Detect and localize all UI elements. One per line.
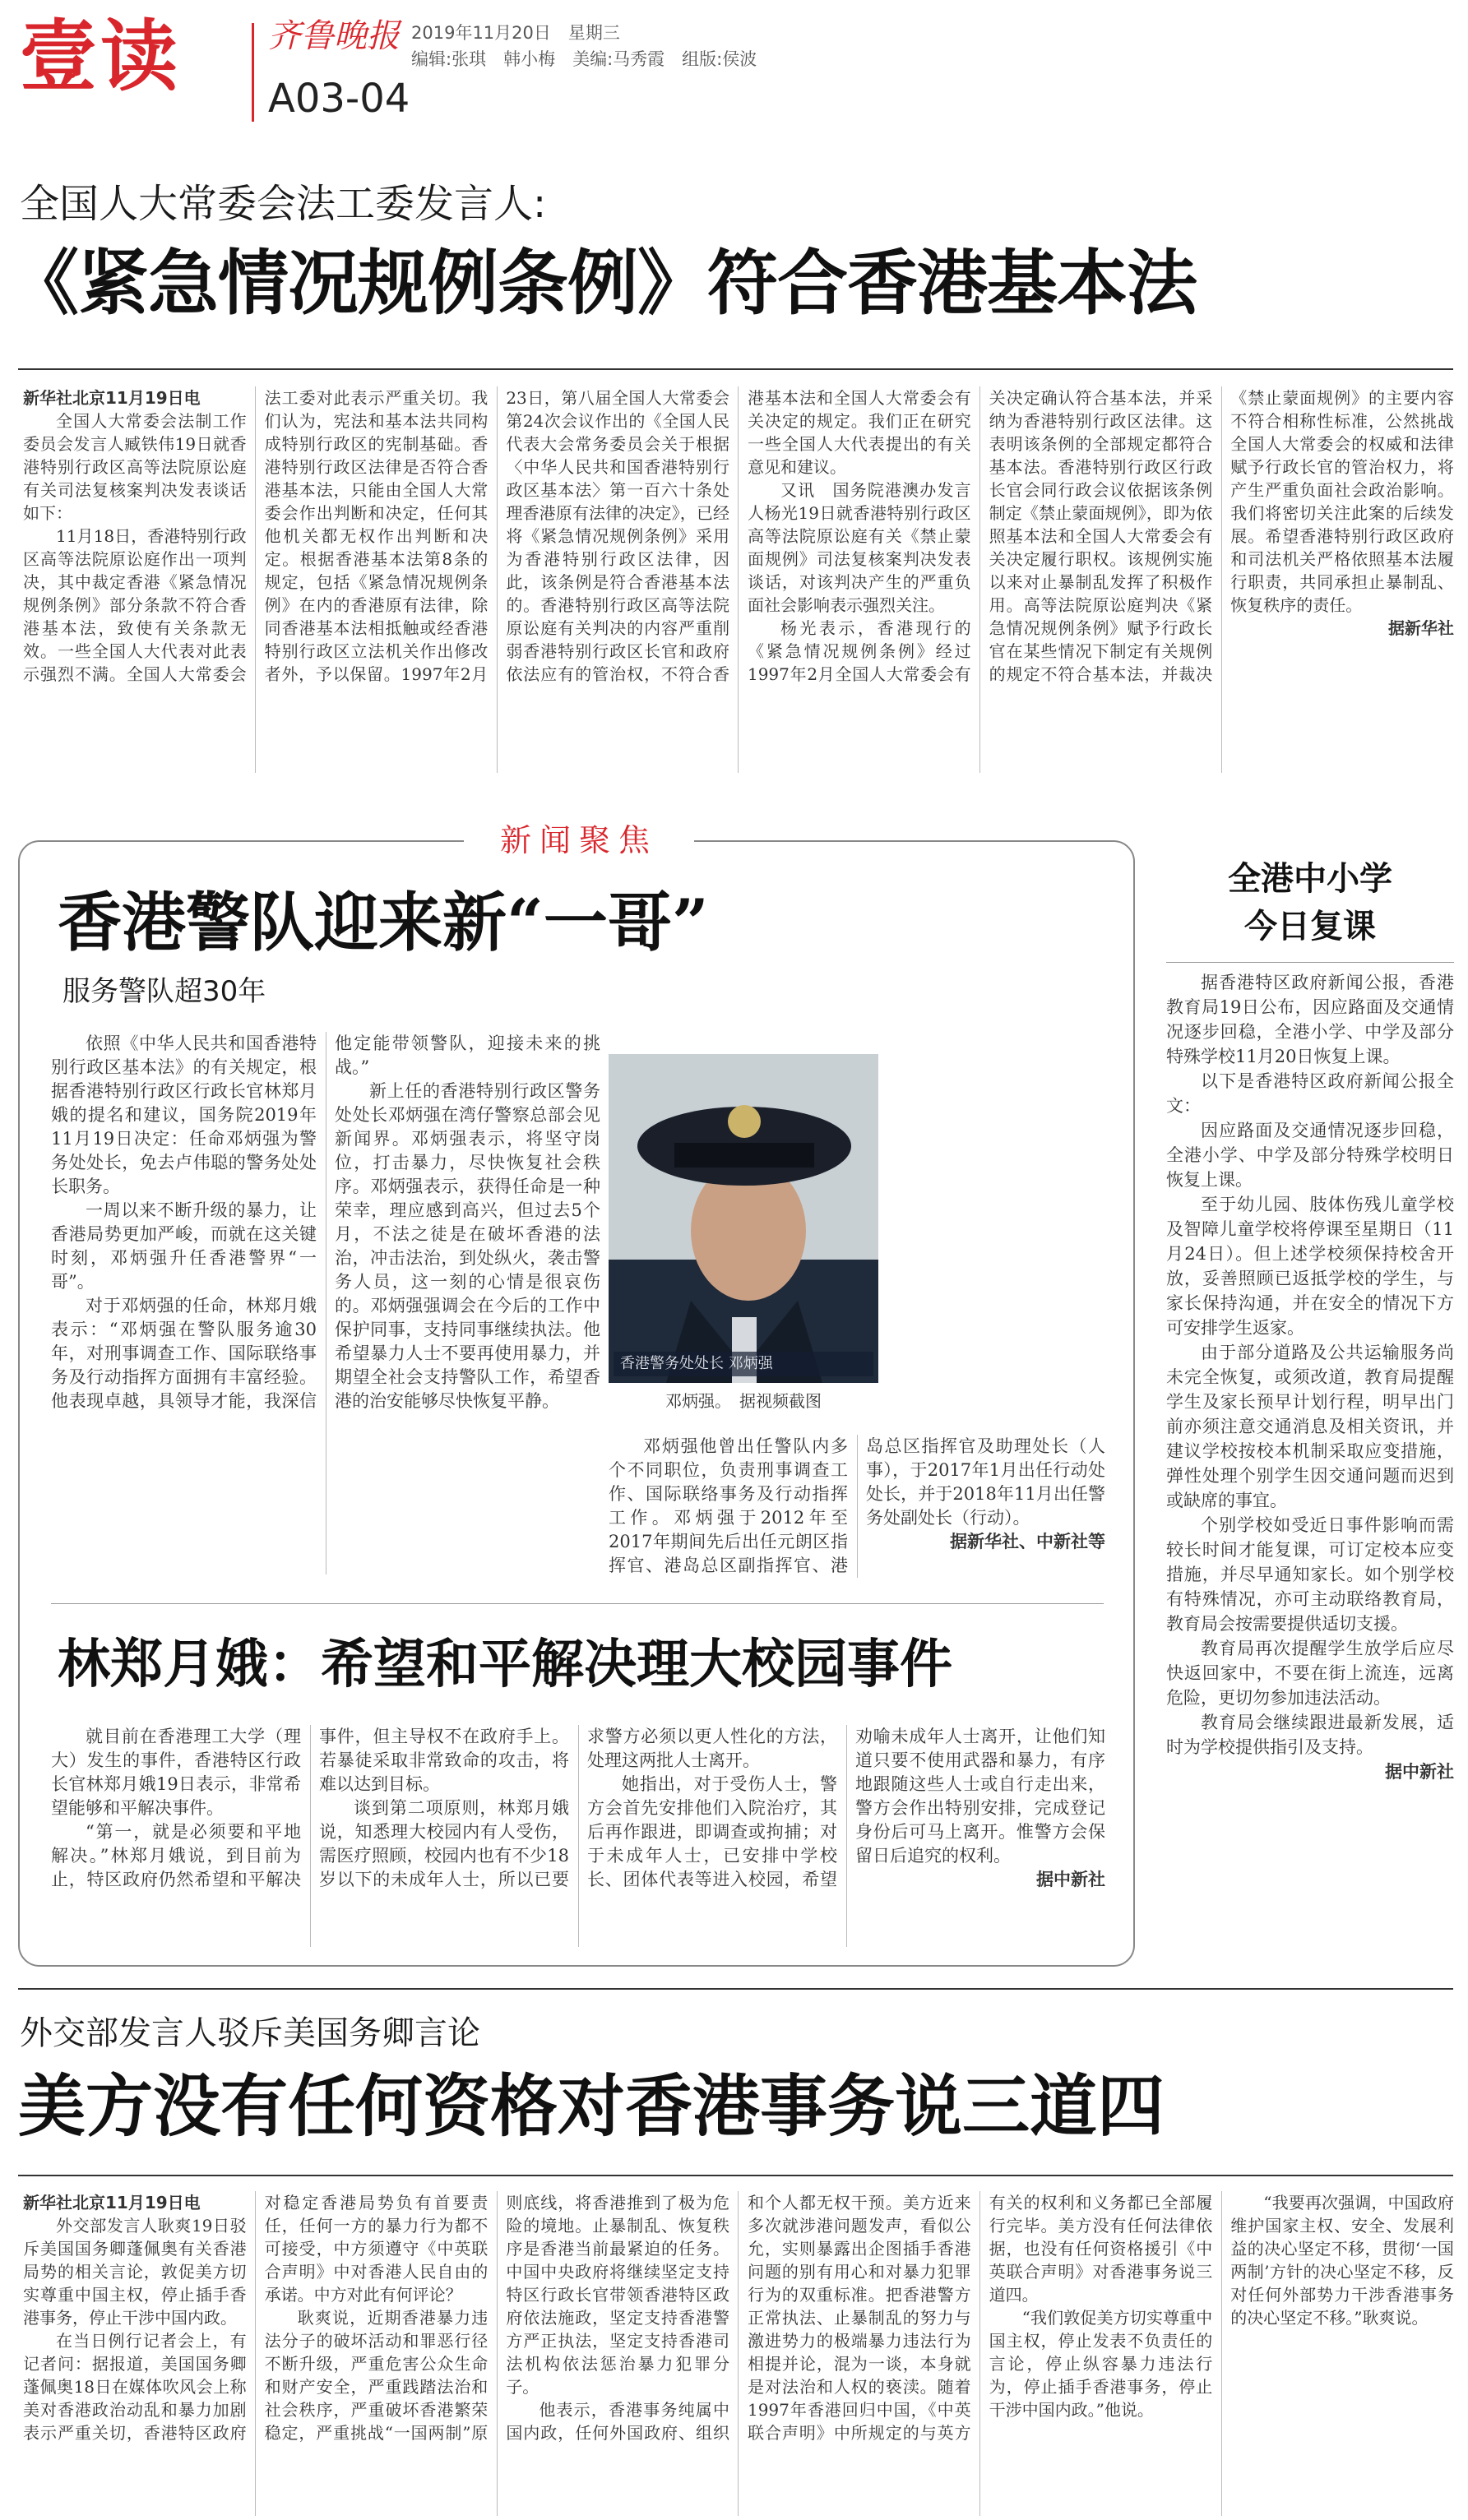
article1-headline: 《紧急情况规例条例》符合香港基本法 — [8, 242, 1197, 325]
article1-rule — [18, 368, 1453, 370]
article3-paragraph: 他表示，香港事务纯属中国内政，任何外国政府、组织和个人都无权干预。美方近来多次就涉港问题发声，看似公允，实则暴露出企图插手香港问题的别有用心和对暴力犯罪行为的双重标准。把香港警方正常执法、止暴制乱的努力与激进势力的极端暴力违法行为相提并论，混为一谈，本身就是对法治和人权的亵渎。随着1997年香港回归中国，《中英联合声明》中所规定的与英方有关的权利和义务都已全部履行完毕。美方没有任何法律依据，也没有任何资格援引《中英联合声明》对香港事务说三道四。 — [506, 2193, 1213, 2443]
article3-paragraph: 在当日例行记者会上，有记者问：据报道，美国国务卿蓬佩奥18日在媒体吹风会上称美对香港政治动乱和暴力加剧表示严重关切，香港特区政府对稳定香港局势负有首要责任，任何一方的暴力行为都不可接受，中方须遵守《中英联合声明》中对香港人民自由的承诺。中方对此有何评论？ — [23, 2193, 489, 2443]
side-story-paragraph: 个别学校如受近日事件影响而需较长时间才能复课，可订定校本应变措施，并尽早通知家长。如个别学校有特殊情况，亦可主动联络教育局，教育局会按需要提供适切支援。 — [1166, 1515, 1454, 1634]
section-title: 壹读 — [20, 12, 182, 102]
article1-paragraph: 11月18日，香港特别行政区高等法院原讼庭作出一项判决，其中裁定香港《紧急情况规例条例》部分条款不符合香港基本法，致使有关条款无效。一些全国人大代表对此表示强烈不满。全国人大常委会法工委对此表示严重关切。我们认为，宪法和基本法共同构成特别行政区的宪制基础。香港特别行政区法律是否符合香港基本法，只能由全国人大常委会作出判断和决定，任何其他机关都无权作出判断和决定。根据香港基本法第8条的规定，包括《紧急情况规例条例》在内的香港原有法律，除同香港基本法相抵触或经香港特别行政区立法机关作出修改者外，予以保留。1997年2月23日，第八届全国人大常委会第24次会议作出的《全国人民代表大会常务委员会关于根据〈中华人民共和国香港特别行政区基本法〉第一百六十条处理香港原有法律的决定》，已经将《紧急情况规例条例》采用为香港特别行政区法律，因此，该条例是符合香港基本法的。香港特别行政区高等法院原讼庭有关判决的内容严重削弱香港特别行政区长官和政府依法应有的管治权，不符合香港基本法和全国人大常委会有关决定的规定。我们正在研究一些全国人大代表提出的有关意见和建议。 — [23, 388, 971, 684]
police-chief-photo-caption: 邓炳强。 据视频截图 — [665, 1391, 822, 1411]
police-chief-paragraph: 邓炳强他曾出任警队内多个不同职位，负责刑事调查工作、国际联络事务及行动指挥工作。邓炳强于2012年至2017年期间先后出任元朗区指挥官、港岛总区副指挥官、港岛总区指挥官及助理处长（人事），于2017年1月出任行动处处长，并于2018年11月出任警务处副处长（行动）。 — [609, 1436, 1105, 1575]
side-story-paragraph: 至于幼儿园、肢体伤残儿童学校及智障儿童学校将停课至星期日（11月24日）。但上述学校须保持校舍开放，妥善照顾已返抵学校的学生，与家长保持沟通，并在安全的情况下方可安排学生返家。 — [1166, 1195, 1454, 1338]
police-chief-paragraph: 新上任的香港特别行政区警务处处长邓炳强在湾仔警察总部会见新闻界。邓炳强表示，将坚守岗位，打击暴力，尽快恢复社会秩序。邓炳强表示，获得任命是一种荣幸，理应感到高兴，但过去5个月，不法之徒是在破坏香港的法治，冲击法治，到处纵火，袭击警务人员，这一刻的心情是很哀伤的。邓炳强强调会在今后的工作中保护同事，支持同事继续执法。他希望暴力人士不要再使用暴力，并期望全社会支持警队工作，希望香港的治安能够尽快恢复平静。 — [335, 1081, 600, 1411]
article1-paragraph: 全国人大常委会法制工作委员会发言人臧铁伟19日就香港特别行政区高等法院原讼庭有关司法复核案判决发表谈话如下： — [23, 411, 247, 523]
police-chief-paragraph: 对于邓炳强的任命，林郑月娥表示：“邓炳强在警队服务逾30年，对刑事调查工作、国际联络事务及行动指挥方面拥有丰富经验。他表现卓越，具领导才能，我深信他定能带领警队，迎接未来的挑战。” — [51, 1033, 600, 1411]
article3-paragraph: “我要再次强调，中国政府维护国家主权、安全、发展利益的决心坚定不移，贯彻‘一国两制’方针的决心坚定不移，反对任何外部势力干涉香港事务的决心坚定不移。”耿爽说。 — [1230, 2193, 1454, 2328]
article3-headline: 美方没有任何资格对香港事务说三道四 — [18, 2067, 1165, 2146]
article1-body — [23, 386, 1454, 773]
side-story-credit: 据中新社 — [1385, 1762, 1454, 1782]
newspaper-logo: 齐鲁晚报 — [268, 17, 400, 55]
article1-credit: 据新华社 — [1387, 618, 1454, 638]
police-chief-credit: 据新华社、中新社等 — [950, 1532, 1105, 1551]
police-chief-photo — [609, 1054, 878, 1383]
carrie-lam-paragraph: 就目前在香港理工大学（理大）发生的事件，香港特区行政长官林郑月娥19日表示，非常希望能够和平解决事件。 — [51, 1727, 301, 1818]
side-story-paragraph: 以下是香港特区政府新闻公报全文： — [1166, 1071, 1454, 1116]
police-officer-portrait-icon — [609, 1054, 878, 1383]
police-chief-body-left — [51, 1032, 600, 1574]
news-focus-label: 新闻聚焦 — [464, 817, 694, 863]
side-story-headline — [1166, 855, 1454, 950]
article3-paragraph: 外交部发言人耿爽19日驳斥美国国务卿蓬佩奥有关香港局势的相关言论，敦促美方切实尊重中国主权，停止插手香港事务，停止干涉中国内政。 — [23, 2216, 247, 2328]
carrie-lam-paragraph: “第一，就是必须要和平地解决。”林郑月娥说，到目前为止，特区政府仍然希望和平解决事件，但主导权不在政府手上。若暴徒采取非常致命的攻击，将难以达到目标。 — [51, 1727, 569, 1889]
article3-top-rule — [18, 1988, 1453, 1990]
side-story-paragraph: 据香港特区政府新闻公报，香港教育局19日公布，因应路面及交通情况逐步回稳，全港小学、中学及部分特殊学校11月20日恢复上课。 — [1166, 973, 1454, 1066]
article3-body — [23, 2191, 1454, 2516]
carrie-lam-paragraph: 她指出，对于受伤人士，警方会首先安排他们入院治疗，其后再作跟进，即调查或拘捕；对于未成年人士，已安排中学校长、团体代表等进入校园，希望劝喻未成年人士离开，让他们知道只要不使用武器和暴力，有序地跟随这些人士或自行走出来，警方会作出特别安排，完成登记身份后可马上离开。惟警方会保留日后追究的权利。 — [587, 1727, 1105, 1889]
article3-dateline-para — [23, 2191, 247, 2214]
article1-kicker: 全国人大常委会法工委发言人: — [20, 181, 547, 227]
article3-paragraph: “我们敦促美方切实尊重中国主权，停止发表不负责任的言论，停止纵容暴力违法行为，停止插手香港事务，停止干涉中国内政。”他说。 — [989, 2308, 1213, 2420]
police-chief-paragraph: 一周以来不断升级的暴力，让香港局势更加严峻，而就在这关键时刻，邓炳强升任香港警界“一哥”。 — [51, 1200, 317, 1292]
side-story-rule — [1166, 962, 1454, 963]
article3-paragraph: 耿爽说，近期香港暴力违法分子的破坏活动和罪恶行径不断升级，严重危害公众生命和财产安全，严重践踏法治和社会秩序，严重破坏香港繁荣稳定，严重挑战“一国两制”原则底线，将香港推到了极为危险的境地。止暴制乱、恢复秩序是香港当前最紧迫的任务。中国中央政府将继续坚定支持特区行政长官带领香港特区政府依法施政，坚定支持香港警方严正执法，坚定支持香港司法机构依法惩治暴力犯罪分子。 — [264, 2193, 729, 2443]
carrie-lam-body — [51, 1725, 1105, 1947]
article1-dateline: 新华社北京11月19日电 — [23, 388, 201, 408]
side-story-paragraph: 教育局会继续跟进最新发展，适时为学校提供指引及支持。 — [1166, 1713, 1454, 1757]
article3-kicker: 外交部发言人驳斥美国务卿言论 — [20, 2014, 480, 2052]
side-story-body — [1166, 970, 1454, 1973]
box-divider — [51, 1603, 1104, 1604]
police-chief-body-right — [609, 1435, 1105, 1578]
masthead-divider — [252, 23, 254, 122]
article1-paragraph: 又讯 国务院港澳办发言人杨光19日就香港特别行政区高等法院原讼庭有关《禁止蒙面规例》司法复核案判决发表谈话，对该判决产生的严重负面社会影响表示强烈关注。 — [747, 480, 971, 615]
carrie-lam-paragraph: 谈到第二项原则，林郑月娥说，知悉理大校园内有人受伤，需医疗照顾，校园内也有不少18岁以下的未成年人士，所以已要求警方必须以更人性化的方法，处理这两批人士离开。 — [319, 1727, 837, 1889]
photo-tag: 香港警务处处长 邓炳强 — [614, 1352, 873, 1376]
article3-dateline: 新华社北京11月19日电 — [23, 2193, 201, 2213]
side-story-headline-line2: 今日复课 — [1244, 908, 1376, 946]
police-chief-headline: 香港警队迎来新“一哥” — [58, 885, 709, 960]
side-story-headline-line1: 全港中小学 — [1228, 860, 1392, 898]
article1-dateline-para — [23, 386, 247, 409]
editor-credits: 编辑:张琪 韩小梅 美编:马秀霞 组版:侯波 — [411, 49, 757, 69]
page-number: A03-04 — [268, 76, 410, 122]
carrie-lam-headline: 林郑月娥：希望和平解决理大校园事件 — [58, 1634, 952, 1695]
side-story-paragraph: 教育局再次提醒学生放学后应尽快返回家中，不要在街上流连，远离危险，更切勿参加违法活动。 — [1166, 1639, 1454, 1708]
side-story-paragraph: 由于部分道路及公共运输服务尚未完全恢复，或须改道，教育局提醒学生及家长预早计划行程，明早出门前亦须注意交通消息及相关资讯，并建议学校按校本机制采取应变措施，弹性处理个别学生因交通问题而迟到或缺席的事宜。 — [1166, 1343, 1454, 1510]
police-chief-subhead: 服务警队超30年 — [63, 975, 266, 1008]
masthead — [0, 0, 1468, 144]
police-chief-paragraph: 依照《中华人民共和国香港特别行政区基本法》的有关规定，根据香港特别行政区行政长官林郑月娥的提名和建议，国务院2019年11月19日决定：任命邓炳强为警务处处长，免去卢伟聪的警务处处长职务。 — [51, 1033, 317, 1196]
article3-rule — [18, 2175, 1453, 2176]
carrie-lam-credit: 据中新社 — [1036, 1870, 1105, 1889]
side-story-paragraph: 因应路面及交通情况逐步回稳，全港小学、中学及部分特殊学校明日恢复上课。 — [1166, 1121, 1454, 1190]
issue-date: 2019年11月20日 星期三 — [411, 23, 620, 43]
article1-paragraph: 杨光表示，香港现行的《紧急情况规例条例》经过1997年2月全国人大常委会有关决定确认符合基本法，并采纳为香港特别行政区法律。这表明该条例的全部规定都符合基本法。香港特别行政区行政长官会同行政会议依据该条例制定《禁止蒙面规例》，即为依照基本法和全国人大常委会有关决定履行职权。该规例实施以来对止暴制乱发挥了积极作用。高等法院原讼庭判决《紧急情况规例条例》赋予行政长官在某些情况下制定有关规例的规定不符合基本法，并裁决《禁止蒙面规例》的主要内容不符合相称性标准，公然挑战全国人大常委会的权威和法律赋予行政长官的管治权力，将产生严重负面社会政治影响。我们将密切关注此案的后续发展。希望香港特别行政区政府和司法机关严格依照基本法履行职责，共同承担止暴制乱、恢复秩序的责任。 — [747, 388, 1454, 684]
